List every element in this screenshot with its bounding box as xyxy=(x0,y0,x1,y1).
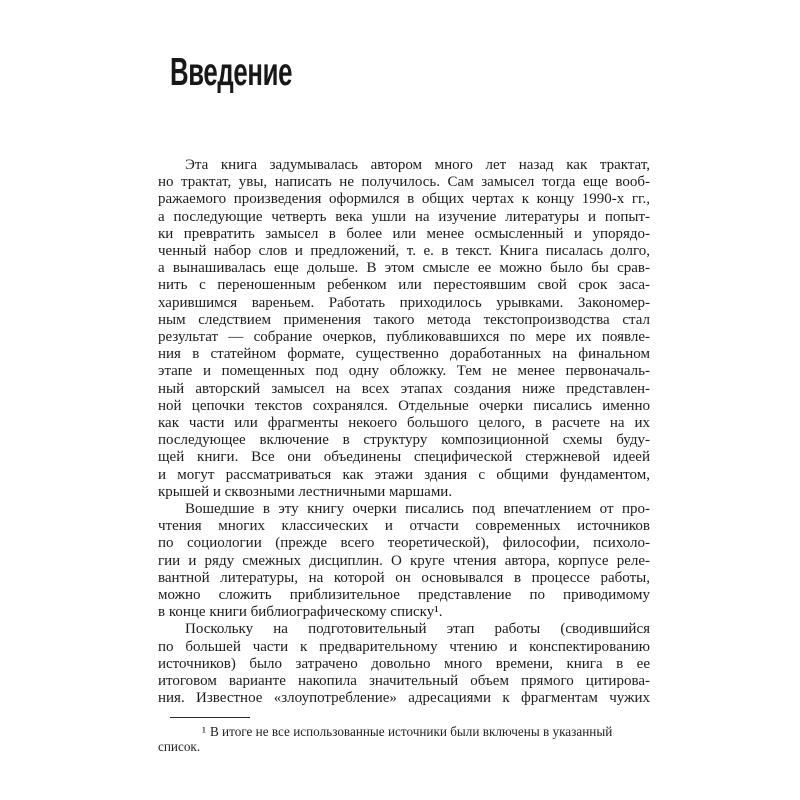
chapter-title: Введение xyxy=(170,51,293,94)
text-line: вантной литературы, на которой он основывался в процессе работы, xyxy=(158,569,650,586)
text-line: итоговом варианте накопила значительный объем прямого цитирова- xyxy=(158,673,650,690)
text-line: ния. Известное «злоупотребление» адресациями к фрагментам чужих xyxy=(158,690,650,707)
text-line: чтения многих классических и отчасти современных источников xyxy=(158,518,650,535)
text-line: крышей и сквозными лестничными маршами. xyxy=(158,483,453,500)
text-line: и могут рассматриваться как этажи здания с общими фундаментом, xyxy=(158,466,650,483)
text-line: нить с переношенным ребенком или перестоявшим свой срок заса- xyxy=(158,277,650,294)
paragraphs-container xyxy=(158,157,650,708)
text-line: ки превратить замысел в более или менее осмысленный и упорядо- xyxy=(158,225,650,242)
text-line: Эта книга задумывалась автором много лет назад как трактат, xyxy=(185,157,650,173)
text-line: гии и ряду смежных дисциплин. О круге чтения автора, корпусе реле- xyxy=(158,552,650,569)
text-line: ния в статейном формате, существенно доработанных на финальном xyxy=(158,346,650,363)
footnote-marker: ¹ xyxy=(202,723,206,739)
paragraph xyxy=(158,621,650,707)
text-line: ной цепочки текстов сохранялся. Отдельные очерки писались именно xyxy=(158,397,650,414)
text-line: харившимся вареньем. Работать приходилось урывками. Закономер- xyxy=(158,294,650,311)
paragraph xyxy=(158,157,650,501)
text-line: ным следствием применения такого метода текстопроизводства стал xyxy=(158,311,650,328)
text-line: источников) было затрачено довольно много времени, книга в ее xyxy=(158,655,650,672)
text-line: этапе и помещенных под одну обложку. Тем не менее первоначаль- xyxy=(158,363,650,380)
text-line: можно сложить приблизительное представление по приводимому xyxy=(158,587,650,604)
text-line: по большей части к предварительному чтению и конспектированию xyxy=(158,638,650,655)
footnote-text: В итоге не все использованные источники были включены в указанный список. xyxy=(158,723,613,754)
text-line: результат — собрание очерков, публиковавшихся по мере их появле- xyxy=(158,329,650,346)
text-line: а последующие четверть века ушли на изучение литературы и попыт- xyxy=(158,208,650,225)
text-line: щей книги. Все они объединены специфической стержневой идеей xyxy=(158,449,650,466)
text-line: как части или фрагменты некоего большого целого, в расчете на их xyxy=(158,415,650,432)
text-line: ный авторский замысел на всех этапах создания ниже представлен- xyxy=(158,380,650,397)
text-line: последующее включение в структуру композиционной схемы буду- xyxy=(158,432,650,449)
footnote-separator-rule xyxy=(170,717,250,718)
text-line: Вошедшие в эту книгу очерки писались под впечатлением от про- xyxy=(185,501,650,518)
text-line: ченный набор слов и предложений, т. е. в текст. Книга писалась долго, xyxy=(158,243,650,260)
footnote xyxy=(158,724,650,754)
text-line: в конце книги библиографическому списку¹. xyxy=(158,604,443,621)
text-line: но трактат, увы, написать не получилось. Сам замысел тогда еще вооб- xyxy=(158,174,650,191)
paragraph xyxy=(158,501,650,621)
text-line: Поскольку на подготовительный этап работы (сводившийся xyxy=(185,621,650,638)
footnote-section xyxy=(158,717,650,754)
text-line: а вынашивалась еще дольше. В этом смысле ее можно было бы срав- xyxy=(158,260,650,277)
body-text xyxy=(158,157,650,754)
text-line: ражаемого произведения оформился в общих чертах к концу 1990-х гг., xyxy=(158,191,650,208)
text-line: по социологии (прежде всего теоретической), философии, психоло- xyxy=(158,535,650,552)
